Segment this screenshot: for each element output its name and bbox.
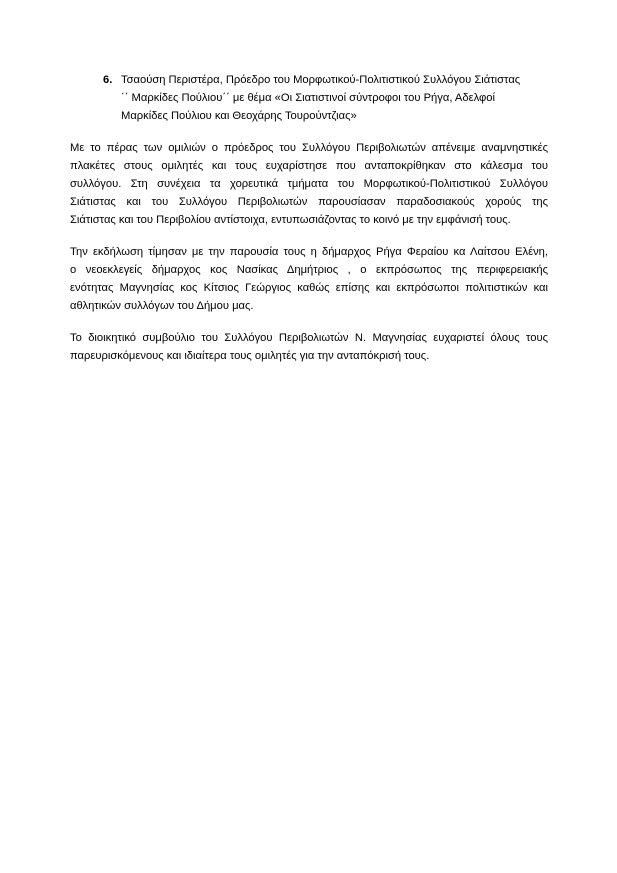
paragraph-line: παρευρισκόμενους και ιδιαίτερα τους ομιλητές για την ανταπόκρισή τους.: [70, 350, 430, 362]
numbered-list-item: [70, 71, 548, 125]
list-item-text: [121, 71, 548, 125]
paragraph-line: Με το πέρας των ομιλιών ο πρόεδρος του Συλλόγου Περιβολιωτών απένειμε αναμνηστικές: [70, 142, 548, 154]
paragraph-attendees: [70, 243, 548, 315]
document-body: [70, 71, 548, 379]
paragraph-awards: [70, 139, 548, 229]
paragraph-line: πλακέτες στους ομιλητές και τους ευχαρίστησε που ανταποκρίθηκαν στο κάλεσμα του: [70, 160, 548, 172]
list-item-line: Μαρκίδες Πούλιου και Θεοχάρης Τουρούντζιας»: [121, 110, 357, 122]
paragraph-line: αθλητικών συλλόγων του Δήμου μας.: [70, 300, 254, 312]
list-item-line: Τσαούση Περιστέρα, Πρόεδρο του Μορφωτικού-Πολιτιστικού Συλλόγου Σιάτιστας: [121, 74, 521, 86]
paragraph-line: Το διοικητικό συμβούλιο του Συλλόγου Περιβολιωτών Ν. Μαγνησίας ευχαριστεί όλους τους: [70, 332, 548, 344]
list-item-number: 6.: [103, 74, 113, 86]
paragraph-line: Σιάτιστας και του Συλλόγου Περιβολιωτών παρουσίασαν παραδοσιακούς χορούς της: [70, 196, 548, 208]
list-item-line: ΄΄ Μαρκίδες Πούλιου΄΄ με θέμα «Οι Σιατιστινοί σύντροφοι του Ρήγα, Αδελφοί: [121, 92, 495, 104]
paragraph-line: Την εκδήλωση τίμησαν με την παρουσία τους η δήμαρχος Ρήγα Φεραίου κα Λαίτσου Ελένη,: [70, 246, 548, 258]
paragraph-thanks: [70, 329, 548, 365]
paragraph-line: συλλόγου. Στη συνέχεια τα χορευτικά τμήματα του Μορφωτικού-Πολιτιστικού Συλλόγου: [70, 178, 548, 190]
paragraph-line: ο νεοεκλεγείς δήμαρχος κος Νασίκας Δημήτριος , ο εκπρόσωπος της περιφερειακής: [70, 264, 548, 276]
paragraph-line: ενότητας Μαγνησίας κος Κίτσιος Γεώργιος καθώς επίσης και εκπρόσωποι πολιτιστικών και: [70, 282, 548, 294]
paragraph-line: Σιάτιστας και του Περιβολίου αντίστοιχα, εντυπωσιάζοντας το κοινό με την εμφάνισή τους.: [70, 214, 511, 226]
